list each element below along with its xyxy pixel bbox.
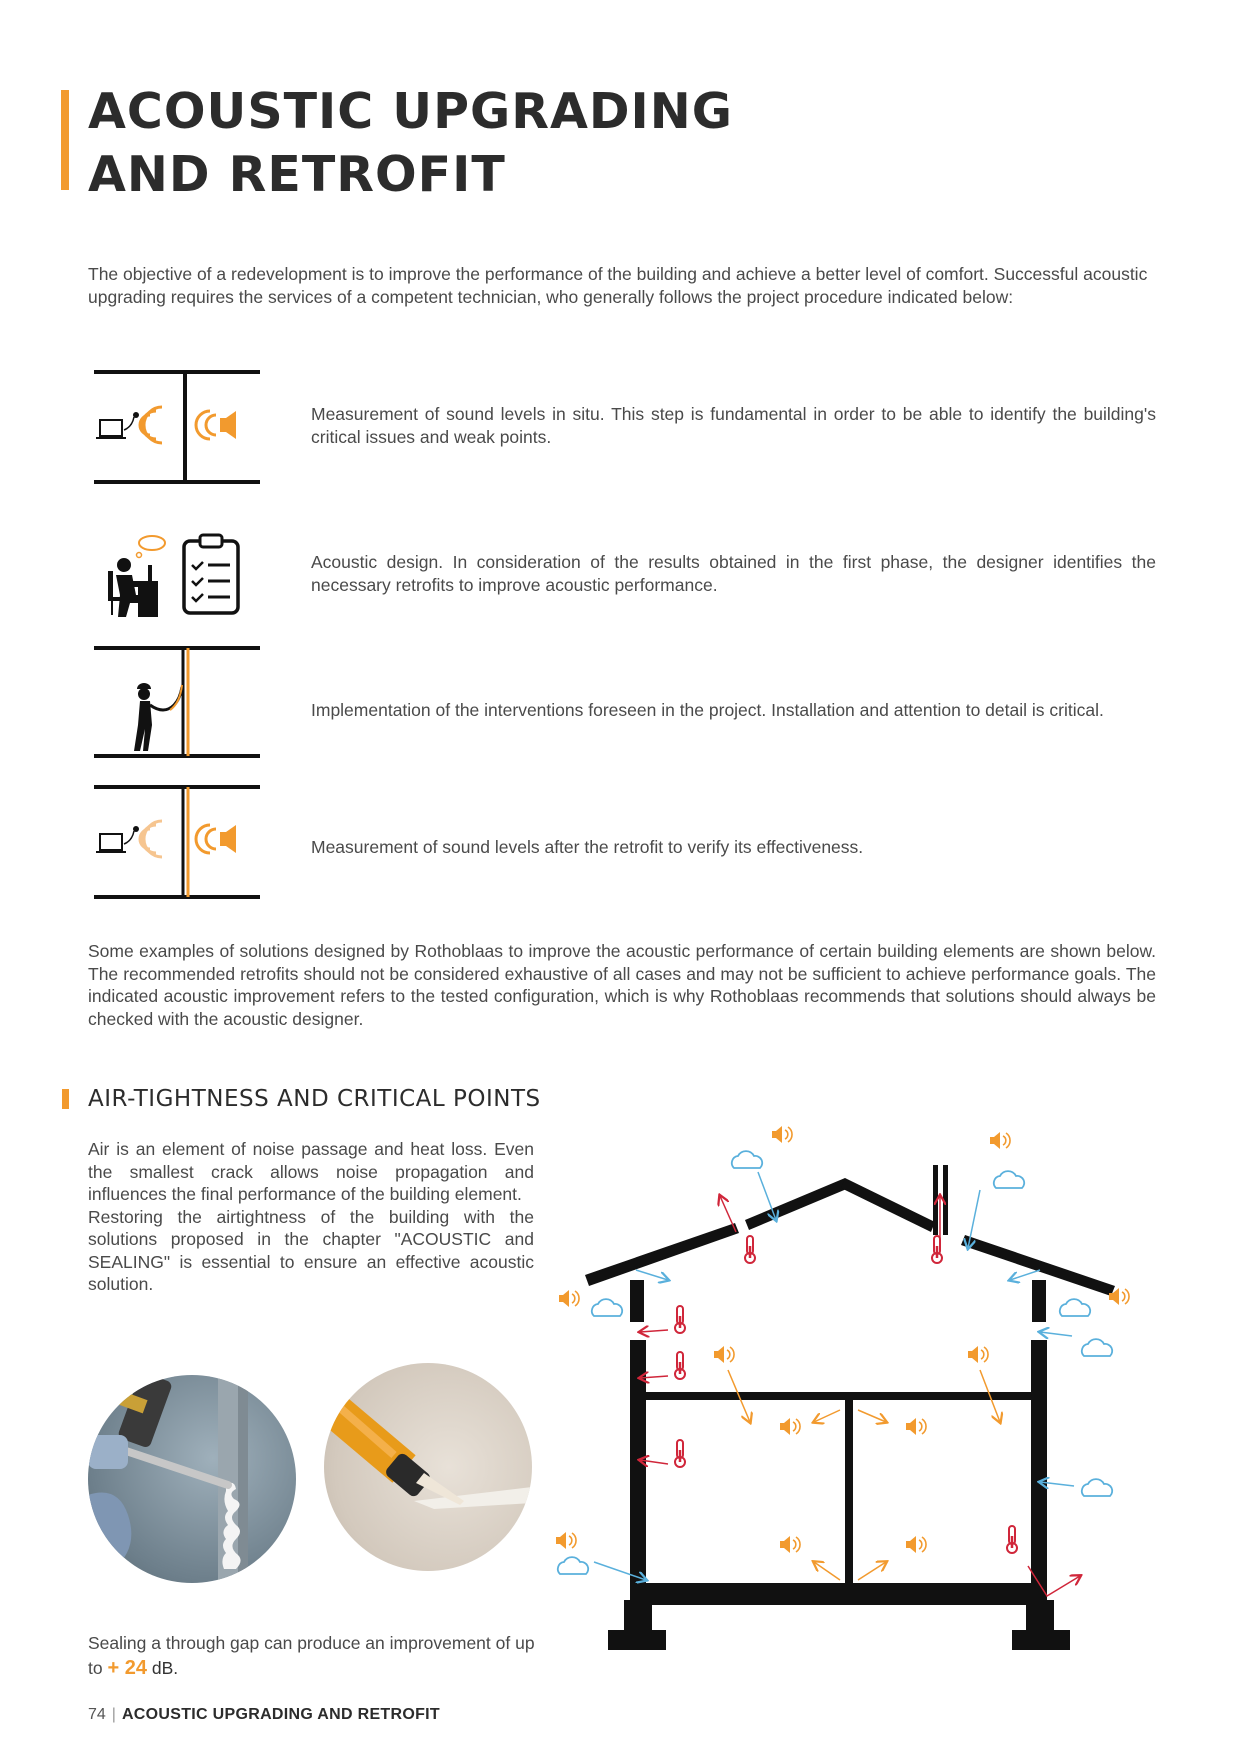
- step-icons: [90, 365, 270, 905]
- footer-separator: |: [111, 1706, 116, 1723]
- verification-measurement-icon: [94, 787, 260, 897]
- air-flow-arrows: [594, 1172, 1080, 1596]
- title-accent-bar: [61, 90, 69, 190]
- step-2-text: Acoustic design. In consideration of the results obtained in the first phase, the designer identifies the necessary retrofits to improve acoustic performance.: [311, 552, 1156, 595]
- section-accent-bar: [62, 1089, 69, 1109]
- step-1-text: Measurement of sound levels in situ. This step is fundamental in order to be able to identify the building's critical issues and weak points.: [311, 404, 1156, 447]
- page-title: [88, 80, 733, 206]
- acoustic-design-icon: [108, 535, 238, 617]
- page-footer: [88, 1706, 440, 1724]
- page-title-line2: AND RETROFIT: [88, 146, 506, 203]
- seal-value: + 24: [107, 1657, 147, 1679]
- air-tightness-text: [88, 1138, 534, 1296]
- section-title: AIR-TIGHTNESS AND CRITICAL POINTS: [88, 1086, 541, 1112]
- sealant-gun-photo: [324, 1363, 532, 1571]
- foam-gun-photo: [88, 1375, 296, 1583]
- page-title-line1: ACOUSTIC UPGRADING: [88, 83, 733, 140]
- installer-icon: [94, 648, 260, 756]
- intro-paragraph: The objective of a redevelopment is to improve the performance of the building and achieve a better level of comfort. Successful acoustic upgrading requires the services of a competent technician, who generally follows the project procedure indicated below:: [88, 264, 1148, 307]
- page-number: 74: [88, 1706, 106, 1723]
- footer-title: ACOUSTIC UPGRADING AND RETROFIT: [121, 1706, 440, 1723]
- seal-prefix: Sealing a through gap can produce an improvement of up to: [88, 1633, 535, 1678]
- seal-unit: dB.: [151, 1658, 179, 1678]
- air-paragraph-2: Restoring the airtightness of the building with the solutions proposed in the chapter "ACOUSTIC and SEALING" is essential to ensure an effective acoustic solution.: [88, 1206, 534, 1294]
- air-paragraph-1: Air is an element of noise passage and heat loss. Even the smallest crack allows noise propagation and influences the final performance of the building element.: [88, 1139, 534, 1204]
- step-4-text: Measurement of sound levels after the retrofit to verify its effectiveness.: [311, 837, 864, 857]
- examples-paragraph: Some examples of solutions designed by Rothoblaas to improve the acoustic performance of certain building elements are shown below. The recommended retrofits should not be considered exhaustive of all cases and may not be sufficient to achieve performance goals. The indicated acoustic improvement refers to the tested configuration, which is why Rothoblaas recommends that solutions should always be checked with the acoustic designer.: [88, 941, 1156, 1029]
- house-air-leak-diagram: [540, 1120, 1130, 1660]
- step-3-text: Implementation of the interventions foreseen in the project. Installation and attention to detail is critical.: [311, 700, 1104, 720]
- sound-measurement-icon: [94, 372, 260, 482]
- seal-improvement-text: [88, 1631, 548, 1681]
